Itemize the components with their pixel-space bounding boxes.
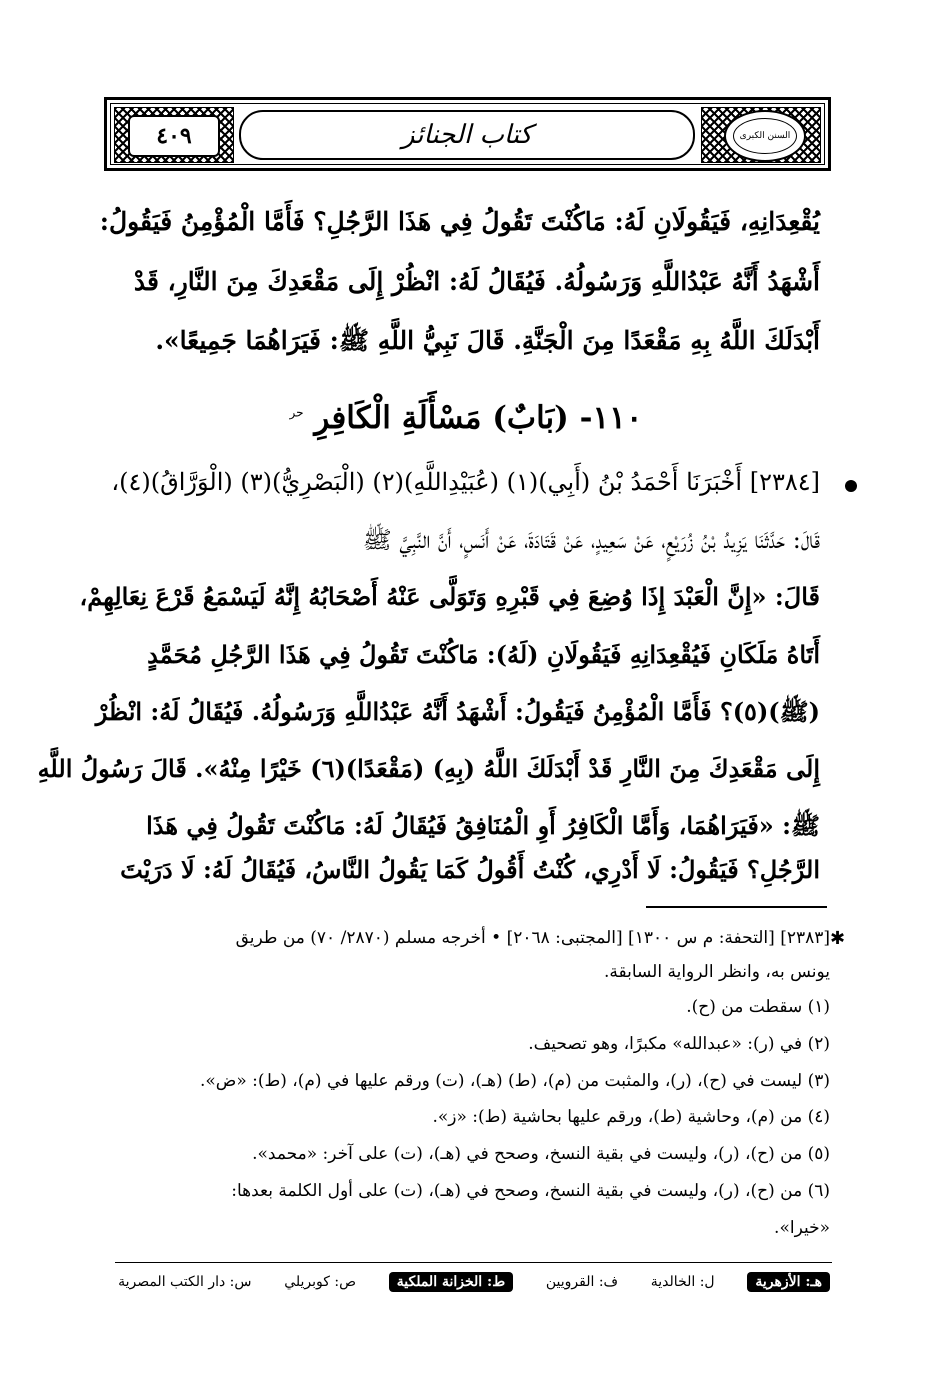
page-number: ٤٠٩ — [128, 115, 220, 157]
seal-text: السنن الكبرى — [733, 118, 797, 154]
footnote-separator — [646, 906, 827, 908]
legend-item: ل: الخالدية — [650, 1274, 715, 1290]
publisher-seal — [724, 110, 806, 162]
legend-item: ف: القرويين — [545, 1274, 619, 1290]
footnote-line: (١) سقطت من (ح). — [686, 997, 830, 1017]
legend-item: هـ: الأزهرية — [747, 1272, 830, 1292]
text-line: أَبْدَلَكَ اللَّهُ بِهِ مَقْعَدًا مِنَ الْجَنَّةِ. قَالَ نَبِيُّ اللَّهِ ﷺ: فَيَرَاهُمَا جَمِيعًا». — [155, 326, 820, 355]
chapter-marker: حر — [289, 405, 304, 420]
footnote-line: (٣) ليست في (ح)، (ر)، والمثبت من (م)، (ط) (هـ)، (ت) ورقم عليها في (م)، (ط): «ض». — [199, 1071, 830, 1091]
legend-item: ط: الخزانة الملكية — [389, 1272, 513, 1292]
footnote-star-icon: ✱ — [830, 928, 846, 949]
legend-item: ص: كوبريلي — [284, 1274, 357, 1290]
footnote-line: (٢) في (ر): «عبدالله» مكبرًا، وهو تصحيف. — [528, 1034, 830, 1054]
text-line: إِلَى مَقْعَدِكَ مِنَ النَّارِ قَدْ أَبْدَلَكَ اللَّهُ (بِهِ) (مَقْعَدًا)(٦) خَيْرًا مِنْهُ». قَالَ رَسُولُ اللَّهِ — [37, 754, 820, 783]
chapter-heading-text: ١١٠- (بَابٌ) مَسْأَلَةِ الْكَافِرِ — [314, 400, 643, 436]
footnote-line: (٦) من (ح)، (ر)، وليست في بقية النسخ، وصحح في (هـ)، (ت) على أول الكلمة بعدها: — [231, 1181, 830, 1201]
text-line: قَالَ: «إِنَّ الْعَبْدَ إِذَا وُضِعَ فِي قَبْرِهِ وَتَوَلَّى عَنْهُ أَصْحَابُهُ إِنَّهُ لَيَسْمَعُ قَرْعَ نِعَالِهِمْ، — [79, 582, 820, 611]
footnote-line: (٥) من (ح)، (ر)، وليست في بقية النسخ، وصحح في (هـ)، (ت) على آخر: «محمد». — [252, 1144, 830, 1164]
book-title: كتاب الجنائز — [239, 110, 695, 160]
text-line: قَالَ: حَدَّثَنَا يَزِيدُ بْنُ زُرَيْعٍ، عَنْ سَعِيدٍ، عَنْ قَتَادَةَ، عَنْ أَنَسٍ، أَنَّ النَّبِيَّ ﷺ — [362, 526, 820, 554]
legend-separator — [115, 1262, 832, 1263]
text-line: يُقْعِدَانِهِ، فَيَقُولَانِ لَهُ: مَاكُنْتَ تَقُولُ فِي هَذَا الرَّجُلِ؟ فَأَمَّا الْمُؤْمِنُ فَيَقُولُ: — [99, 207, 820, 236]
text-line: الرَّجُلِ؟ فَيَقُولُ: لَا أَدْرِي، كُنْتُ أَقُولُ كَمَا يَقُولُ النَّاسُ، فَيُقَالُ لَهُ: لَا دَرَيْتَ — [120, 855, 820, 884]
chapter-heading — [112, 400, 820, 436]
hadith-bullet-icon — [845, 480, 857, 492]
text-line: ﷺ: «فَيَرَاهُمَا، وَأَمَّا الْكَافِرُ أَوِ الْمُنَافِقُ فَيُقَالُ لَهُ: مَاكُنْتَ تَقُولُ فِي هَذَا — [146, 811, 820, 840]
legend-item: س: دار الكتب المصرية — [118, 1274, 252, 1290]
footnote-line: «خيرا». — [774, 1218, 830, 1238]
text-line: (ﷺ)(٥)؟ فَأَمَّا الْمُؤْمِنُ فَيَقُولُ: أَشْهَدُ أَنَّهُ عَبْدُاللَّهِ وَرَسُولُهُ. فَيُقَالُ لَهُ: انْظُرْ — [95, 697, 820, 726]
page-header — [104, 97, 831, 171]
text-line: [٢٣٨٤] أَخْبَرَنَا أَحْمَدُ بْنُ (أَبِي)(١) (عُبَيْدِاللَّهِ)(٢) (الْبَصْرِيُّ)(٣) (الْوَرَّاقُ)(٤)، — [111, 468, 820, 496]
footnote-line: يونس به، وانظر الرواية السابقة. — [603, 962, 830, 982]
text-line: أَشْهَدُ أَنَّهُ عَبْدُاللَّهِ وَرَسُولُهُ. فَيُقَالُ لَهُ: انْظُرْ إِلَى مَقْعَدِكَ مِنَ النَّارِ، قَدْ — [133, 267, 820, 296]
footnote-line: [٢٣٨٣] [التحفة: م س ١٣٠٠] [المجتبى: ٢٠٦٨] • أخرجه مسلم (٢٨٧٠/ ٧٠) من طريق — [235, 928, 830, 948]
manuscript-legend — [118, 1268, 830, 1296]
footnote-line: (٤) من (م)، وحاشية (ط)، ورقم عليها بحاشية (ط): «ز». — [432, 1107, 830, 1127]
text-line: أَتَاهُ مَلَكَانِ فَيُقْعِدَانِهِ فَيَقُولَانِ (لَهُ): مَاكُنْتَ تَقُولُ فِي هَذَا الرَّجُلِ مُحَمَّدٍ — [147, 640, 820, 669]
